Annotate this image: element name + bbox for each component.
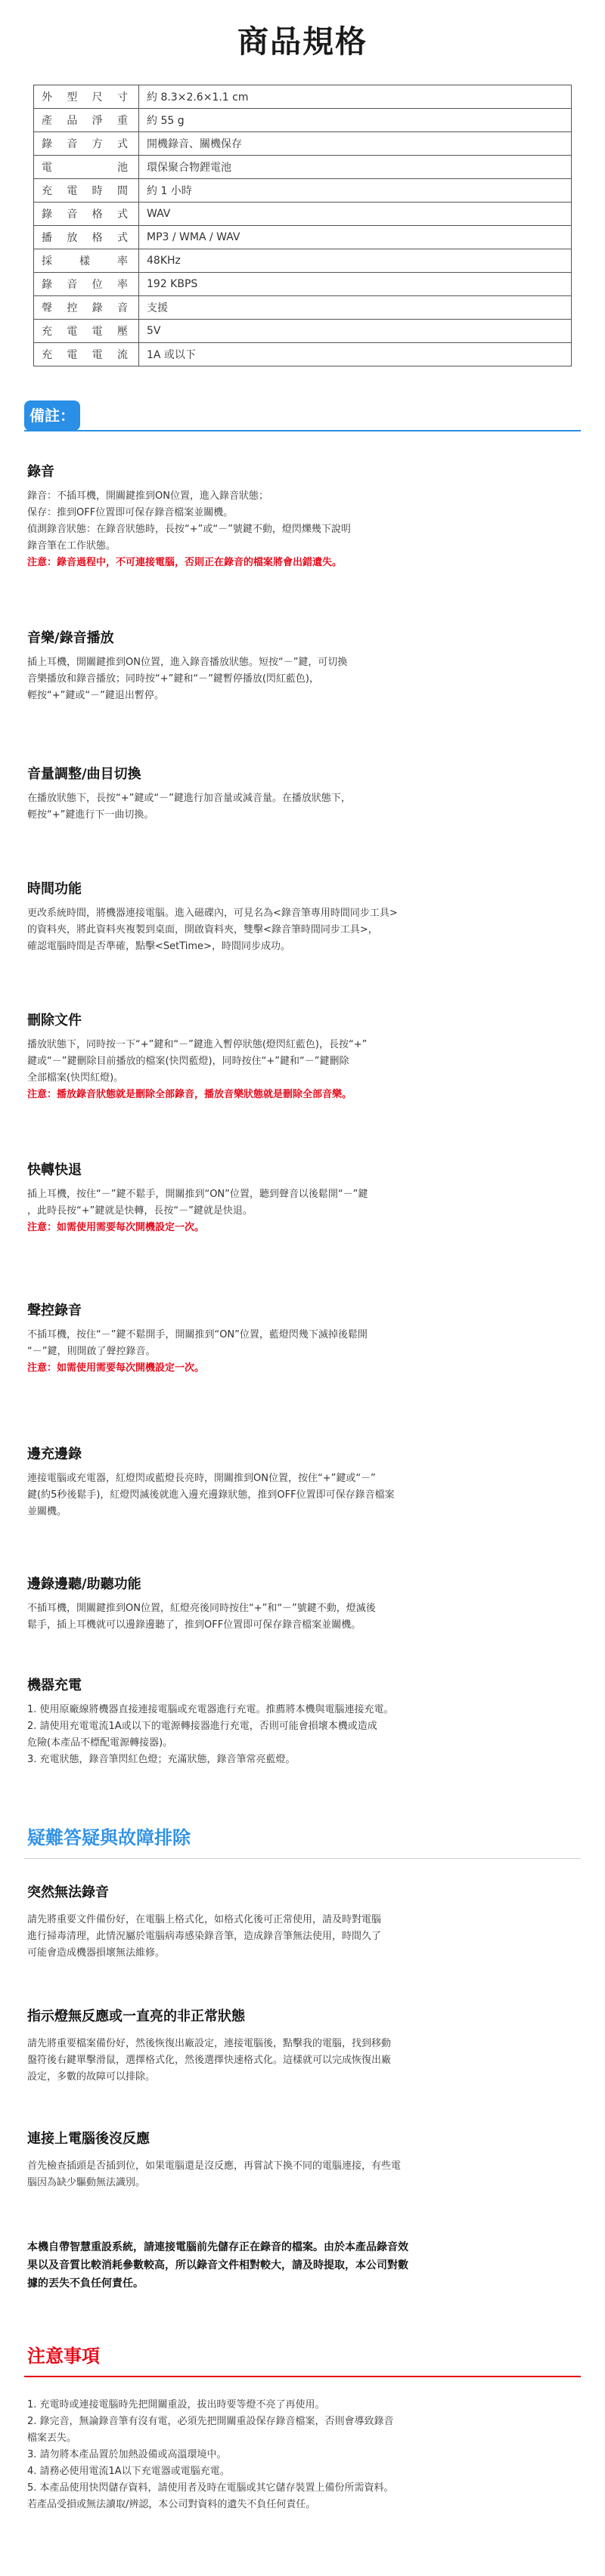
spec-label: 產品淨重 xyxy=(34,109,139,132)
spec-value: 環保聚合物鋰電池 xyxy=(139,156,572,179)
section-text: 1. 使用原廠線將機器直接連接電腦或充電器進行充電。推薦將本機與電腦連接充電。 xyxy=(27,1704,394,1715)
page-title: 商品規格 xyxy=(237,23,368,60)
table-row xyxy=(34,203,572,226)
section-text: 鬆手，插上耳機就可以邊錄邊聽了，推到OFF位置即可保存錄音檔案並關機。 xyxy=(27,1619,361,1631)
spec-value: MP3 / WMA / WAV xyxy=(139,226,572,249)
notes-tab: 備註： xyxy=(24,400,80,431)
section-text: 插上耳機，開關鍵推到ON位置，進入錄音播放狀態。短按“－”鍵，可切換 xyxy=(27,657,348,668)
faq-note-line: 據的丟失不負任何責任。 xyxy=(27,2278,144,2290)
section-heading: 邊充邊錄 xyxy=(27,1446,82,1462)
section-time xyxy=(27,878,579,955)
section-text: 在播放狀態下，長按“+”鍵或“－”鍵進行加音量或減音量。在播放狀態下， xyxy=(27,793,351,804)
list-item: 3. 請勿將本產品置於加熱設備或高溫環境中。 xyxy=(27,2449,227,2460)
spec-label: 錄音方式 xyxy=(34,132,139,156)
section-text: 鍵(約5秒後鬆手)，紅燈閃滅後就進入邊充邊錄狀態，推到OFF位置即可保存錄音檔案 xyxy=(27,1489,395,1501)
faq-answer: 設定，多數的故障可以排除。 xyxy=(27,2071,156,2083)
section-text: 錄音：不插耳機，開關鍵推到ON位置，進入錄音狀態； xyxy=(27,490,268,502)
faq-heading: 疑難答疑與故障排除 xyxy=(27,1827,191,1848)
section-text: 不插耳機，按住“－”鍵不鬆開手，開關推到“ON”位置，藍燈閃幾下滅掉後鬆開 xyxy=(27,1329,368,1341)
table-row xyxy=(34,156,572,179)
section-text: 插上耳機，按住“－”鍵不鬆手，開關推到“ON”位置，聽到聲音以後鬆開“－”鍵 xyxy=(27,1189,368,1200)
section-playback xyxy=(27,627,579,704)
section-delete xyxy=(27,1010,579,1103)
section-text: 3. 充電狀態，錄音筆閃紅色燈；充滿狀態，錄音筆常亮藍燈。 xyxy=(27,1754,296,1765)
spec-label: 充電電壓 xyxy=(34,320,139,343)
section-charging xyxy=(27,1675,579,1768)
faq-note-line: 本機自帶智慧重設系統，請連接電腦前先儲存正在錄音的檔案。由於本產品錄音效 xyxy=(27,2241,408,2253)
spec-value: 5V xyxy=(139,320,572,343)
section-text: “－”鍵，則開啟了聲控錄音。 xyxy=(27,1346,156,1357)
spec-label: 錄音格式 xyxy=(34,203,139,226)
notices-list xyxy=(27,2397,579,2513)
spec-value: WAV xyxy=(139,203,572,226)
section-text: 輕按“+”鍵進行下一曲切換。 xyxy=(27,809,154,821)
section-volume xyxy=(27,763,579,824)
section-text: 2. 請使用充電電流1A或以下的電源轉接器進行充電，否則可能會損壞本機或造成 xyxy=(27,1721,377,1732)
warning-text: 注意：錄音過程中，不可連接電腦，否則正在錄音的檔案將會出錯遺失。 xyxy=(27,557,343,568)
section-heading: 音量調整/曲目切換 xyxy=(27,766,141,782)
spec-value: 支援 xyxy=(139,296,572,320)
faq-note-line: 果以及音質比較消耗參數較高，所以錄音文件相對較大，請及時提取，本公司對數 xyxy=(27,2259,408,2271)
section-text: 連接電腦或充電器，紅燈閃或藍燈長亮時，開關推到ON位置，按住“+”鍵或“－” xyxy=(27,1473,376,1484)
section-heading: 聲控錄音 xyxy=(27,1303,82,1319)
faq-answer: 可能會造成機器損壞無法維修。 xyxy=(27,1947,166,1959)
section-heading: 邊錄邊聽/助聽功能 xyxy=(27,1576,141,1592)
warning-text: 注意：如需使用需要每次開機設定一次。 xyxy=(27,1222,205,1233)
faq-answer: 請先將重要文件備份好，在電腦上格式化，如格式化後可正常使用，請及時對電腦 xyxy=(27,1914,382,1925)
spec-label: 播放格式 xyxy=(34,226,139,249)
faq-question: 指示燈無反應或一直亮的非正常狀態 xyxy=(27,2009,245,2024)
faq-divider xyxy=(24,1858,581,1859)
spec-table xyxy=(33,85,572,366)
section-text: 音樂播放和錄音播放；同時按“+”鍵和“－”鍵暫停播放(閃紅藍色)， xyxy=(27,673,319,685)
section-text: ，此時長按“+”鍵就是快轉，長按“－”鍵就是快退。 xyxy=(27,1205,253,1217)
warning-text: 注意：播放錄音狀態就是刪除全部錄音，播放音樂狀態就是刪除全部音樂。 xyxy=(27,1089,352,1100)
section-text: 鍵或“－”鍵刪除目前播放的檔案(快閃藍燈)，同時按住“+”鍵和“－”鍵刪除 xyxy=(27,1056,349,1067)
list-item: 5. 本產品使用快閃儲存資料，請使用者及時在電腦或其它儲存裝置上備份所需資料。 xyxy=(27,2482,394,2494)
faq-answer: 腦因為缺少驅動無法識別。 xyxy=(27,2177,146,2188)
spec-value: 48KHz xyxy=(139,249,572,273)
section-heading: 時間功能 xyxy=(27,881,82,897)
faq-answer: 進行掃毒清理，此情況屬於電腦病毒感染錄音筆，造成錄音筆無法使用，時間久了 xyxy=(27,1931,382,1942)
faq-item xyxy=(27,2128,579,2191)
spec-label: 充電時間 xyxy=(34,179,139,203)
section-text: 確認電腦時間是否準確，點擊<SetTime>，時間同步成功。 xyxy=(27,941,290,952)
table-row xyxy=(34,132,572,156)
spec-value: 1A 或以下 xyxy=(139,343,572,366)
faq-item xyxy=(27,2005,579,2086)
section-text: 並關機。 xyxy=(27,1506,67,1517)
list-item: 2. 錄完音，無論錄音筆有沒有電，必須先把開關重設保存錄音檔案，否則會導致錄音 xyxy=(27,2416,394,2427)
list-item: 若產品受損或無法讀取/辨認，本公司對資料的遺失不負任何責任。 xyxy=(27,2499,316,2510)
table-row xyxy=(34,249,572,273)
section-monitor xyxy=(27,1573,579,1634)
spec-value: 約 55 g xyxy=(139,109,572,132)
faq-answer: 首先檢查插頭是否插到位，如果電腦還是沒反應，再嘗試下換不同的電腦連接，有些電 xyxy=(27,2160,402,2172)
section-text: 的資料夾，將此資料夾複製到桌面，開啟資料夾，雙擊<錄音筆時間同步工具>， xyxy=(27,924,378,935)
list-item: 檔案丟失。 xyxy=(27,2432,77,2444)
table-row xyxy=(34,179,572,203)
section-text: 輕按“+”鍵或“－”鍵退出暫停。 xyxy=(27,690,164,701)
faq-item xyxy=(27,1882,579,1962)
spec-value: 192 KBPS xyxy=(139,273,572,296)
section-text: 播放狀態下，同時按一下“+”鍵和“－”鍵進入暫停狀態(燈閃紅藍色)，長按“+” xyxy=(27,1039,368,1050)
section-text: 保存：推到OFF位置即可保存錄音檔案並關機。 xyxy=(27,507,234,518)
section-text: 不插耳機，開關鍵推到ON位置，紅燈亮後同時按住“+”和“－”號鍵不動，燈滅後 xyxy=(27,1603,376,1614)
section-charge-record xyxy=(27,1443,579,1520)
faq-answer: 請先將重要檔案備份好，然後恢復出廠設定，連接電腦後，點擊我的電腦，找到移動 xyxy=(27,2038,392,2049)
spec-value: 約 1 小時 xyxy=(139,179,572,203)
table-row xyxy=(34,109,572,132)
faq-note xyxy=(27,2238,579,2293)
spec-value: 開機錄音、關機保存 xyxy=(139,132,572,156)
list-item: 1. 充電時或連接電腦時先把開關重設，拔出時要等燈不亮了再使用。 xyxy=(27,2399,325,2411)
table-row xyxy=(34,273,572,296)
section-text: 更改系統時間，將機器連接電腦。進入磁碟內，可見名為<錄音筆專用時間同步工具> xyxy=(27,908,398,919)
section-text: 全部檔案(快閃紅燈)。 xyxy=(27,1072,124,1084)
table-row xyxy=(34,320,572,343)
spec-label: 充電電流 xyxy=(34,343,139,366)
section-heading: 快轉快退 xyxy=(27,1162,82,1178)
faq-question: 連接上電腦後沒反應 xyxy=(27,2131,150,2147)
spec-label: 電池 xyxy=(34,156,139,179)
notices-divider xyxy=(24,2376,581,2377)
section-fast-forward xyxy=(27,1159,579,1236)
notes-divider xyxy=(24,430,581,431)
section-voice-activated xyxy=(27,1300,579,1377)
section-text: 偵測錄音狀態：在錄音狀態時，長按“+”或“－”號鍵不動，燈閃爍幾下說明 xyxy=(27,524,351,535)
spec-label: 聲控錄音 xyxy=(34,296,139,320)
table-row xyxy=(34,85,572,109)
list-item: 4. 請務必使用電流1A以下充電器或電腦充電。 xyxy=(27,2466,230,2477)
spec-label: 錄音位率 xyxy=(34,273,139,296)
table-row xyxy=(34,343,572,366)
table-row xyxy=(34,226,572,249)
notices-heading: 注意事項 xyxy=(27,2346,100,2367)
spec-label: 外型尺寸 xyxy=(34,85,139,109)
faq-answer: 盤符後右鍵單擊滑鼠，選擇格式化，然後選擇快速格式化。這樣就可以完成恢復出廠 xyxy=(27,2055,392,2066)
section-text: 錄音筆在工作狀態。 xyxy=(27,540,116,552)
section-heading: 機器充電 xyxy=(27,1678,82,1693)
section-heading: 刪除文件 xyxy=(27,1013,82,1028)
section-heading: 音樂/錄音播放 xyxy=(27,630,114,646)
table-row xyxy=(34,296,572,320)
section-recording xyxy=(27,461,579,571)
warning-text: 注意：如需使用需要每次開機設定一次。 xyxy=(27,1362,205,1374)
spec-label: 採樣率 xyxy=(34,249,139,273)
section-text: 危險(本產品不標配電源轉接器)。 xyxy=(27,1737,173,1749)
faq-question: 突然無法錄音 xyxy=(27,1885,109,1900)
section-heading: 錄音 xyxy=(27,464,54,480)
spec-value: 約 8.3×2.6×1.1 cm xyxy=(139,85,572,109)
